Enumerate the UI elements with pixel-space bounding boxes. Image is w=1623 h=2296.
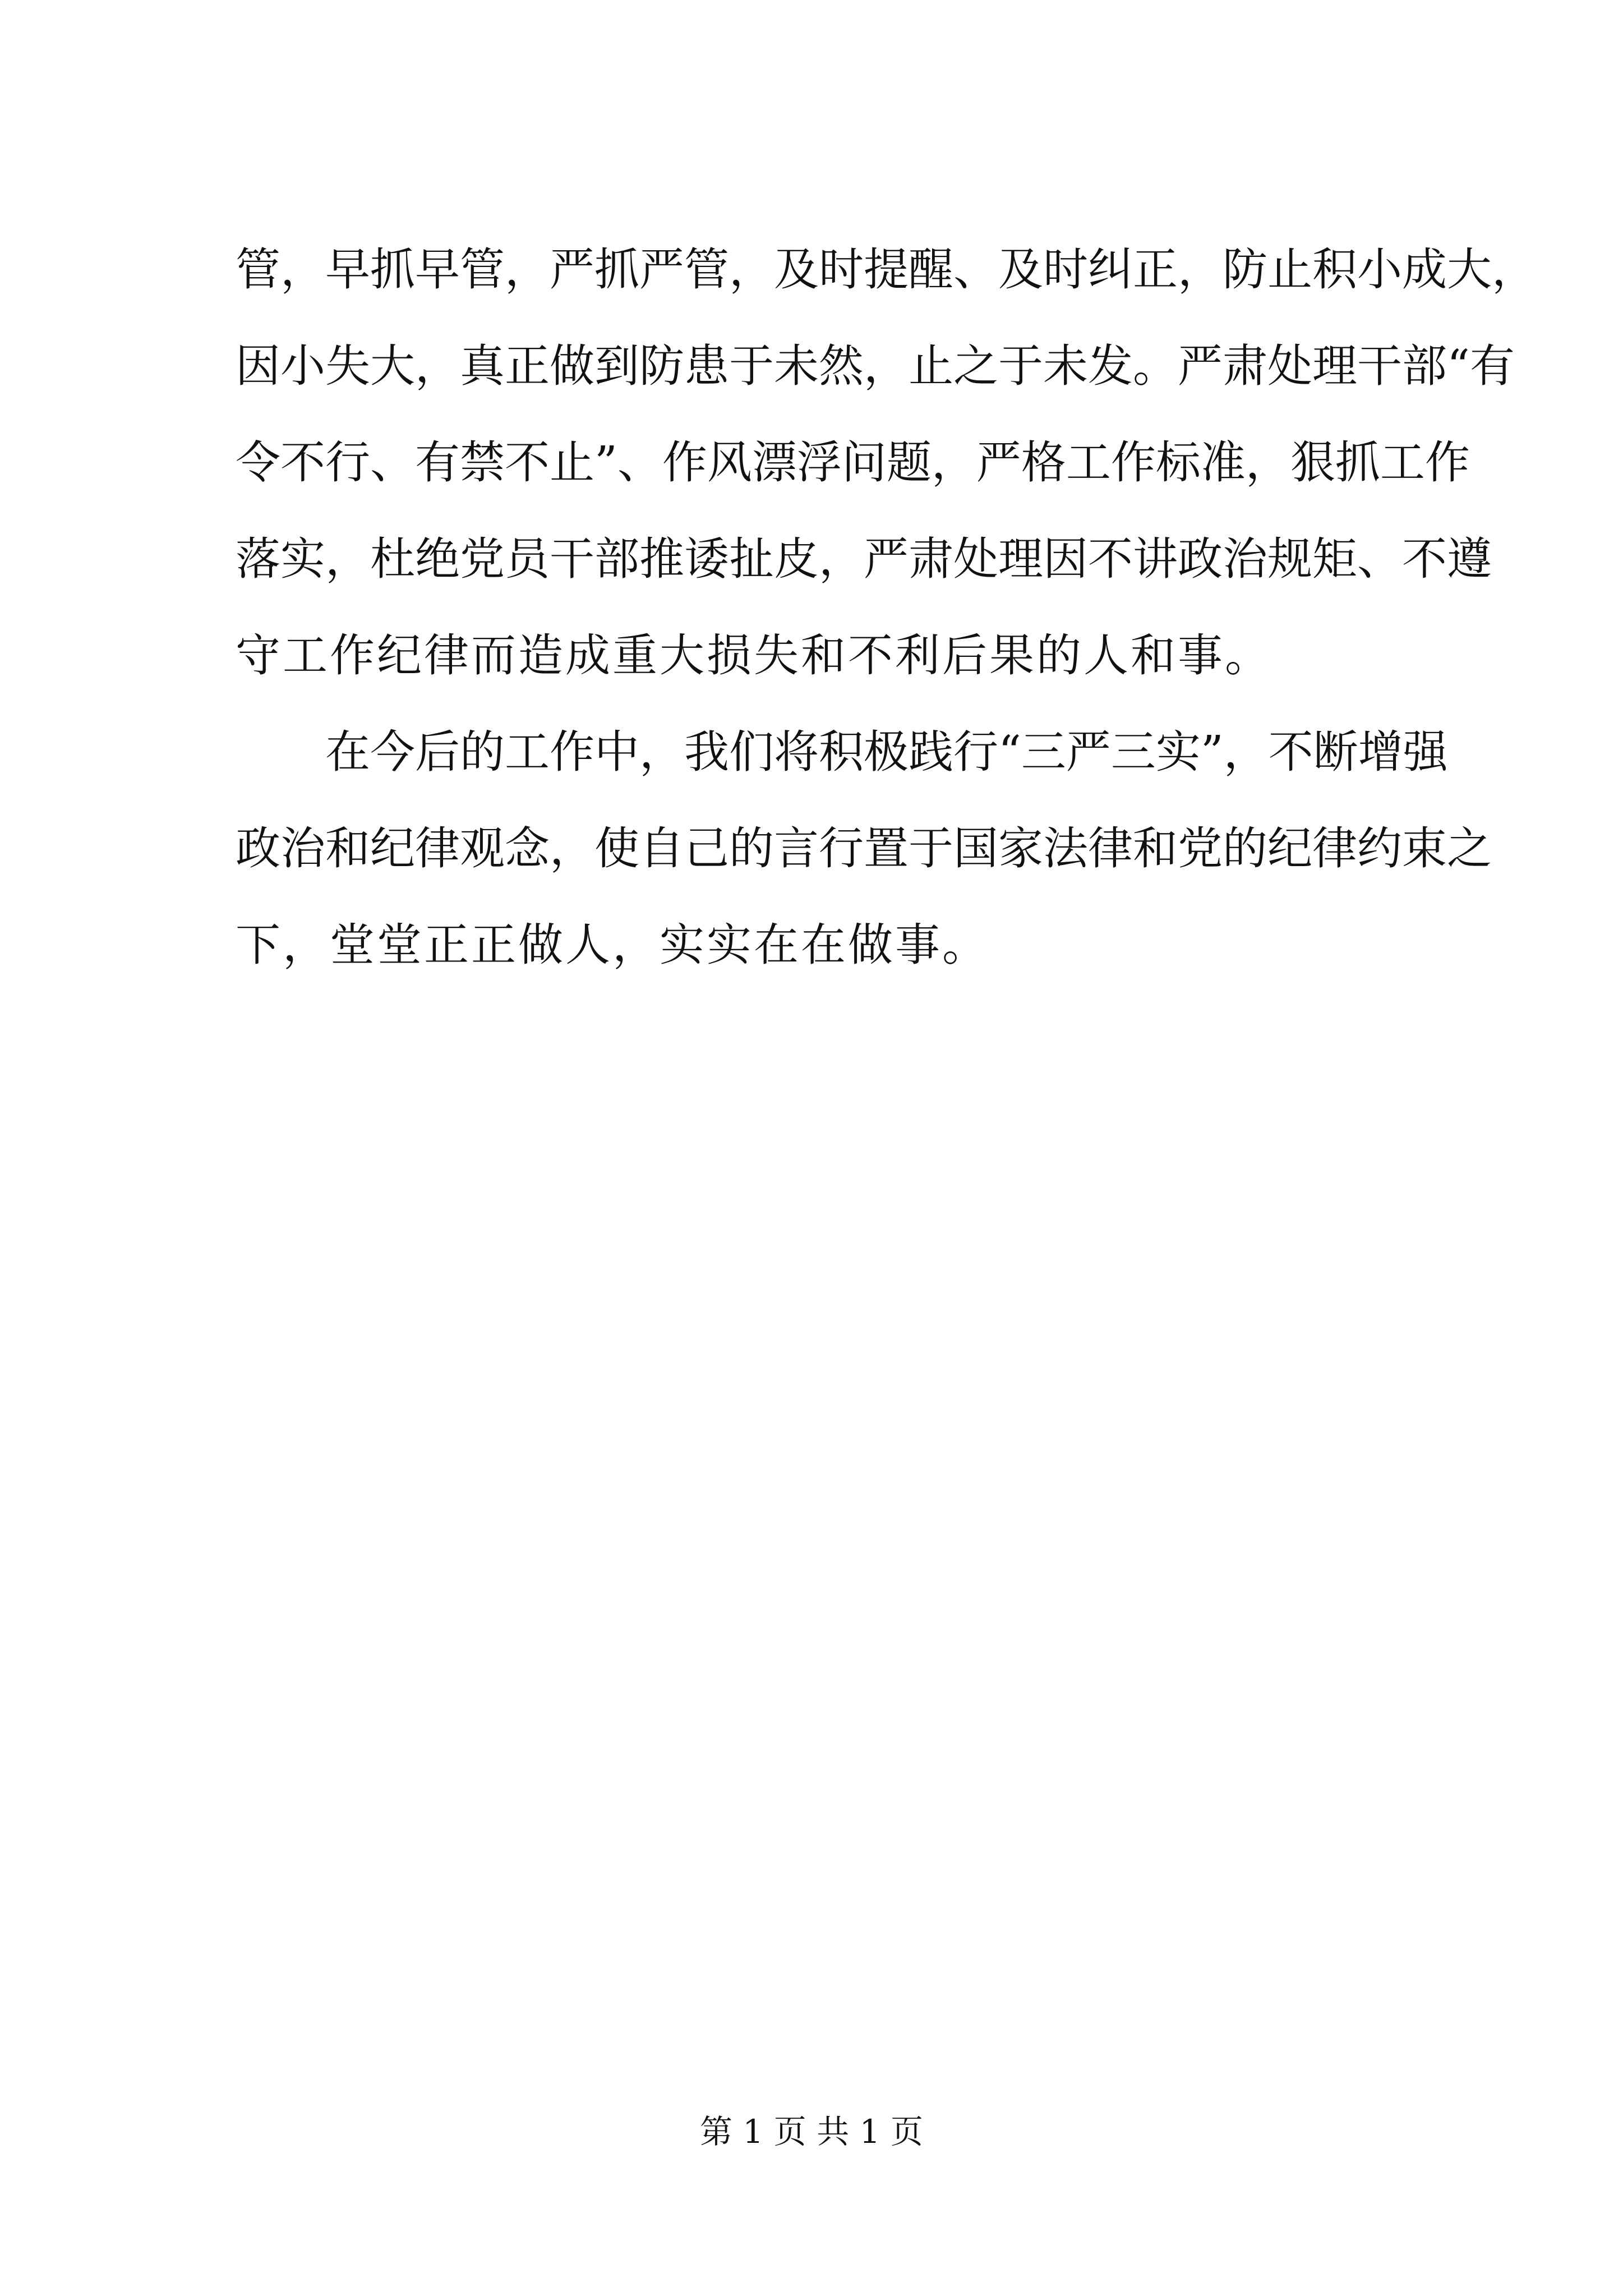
page-number-footer: 第 1 页 共 1 页 xyxy=(700,2113,923,2151)
paragraph xyxy=(236,704,1492,993)
text-line: 令不行、有禁不止”、作风漂浮问题，严格工作标准，狠抓工作 xyxy=(236,436,1470,489)
text-line: 管，早抓早管，严抓严管，及时提醒、及时纠正，防止积小成大， xyxy=(236,243,1537,296)
text-line: 因小失大，真正做到防患于未然，止之于未发。严肃处理干部“有 xyxy=(236,340,1515,392)
paragraph xyxy=(236,222,1537,704)
text-line: 在今后的工作中，我们将积极践行“三严三实”，不断增强 xyxy=(325,726,1448,778)
text-line: 政治和纪律观念，使自己的言行置于国家法律和党的纪律约束之 xyxy=(236,822,1492,875)
text-line: 下，堂堂正正做人，实实在在做事。 xyxy=(236,919,989,971)
document-body xyxy=(236,222,1537,993)
text-line: 落实，杜绝党员干部推诿扯皮，严肃处理因不讲政治规矩、不遵 xyxy=(236,533,1492,585)
text-line: 守工作纪律而造成重大损失和不利后果的人和事。 xyxy=(236,629,1272,682)
